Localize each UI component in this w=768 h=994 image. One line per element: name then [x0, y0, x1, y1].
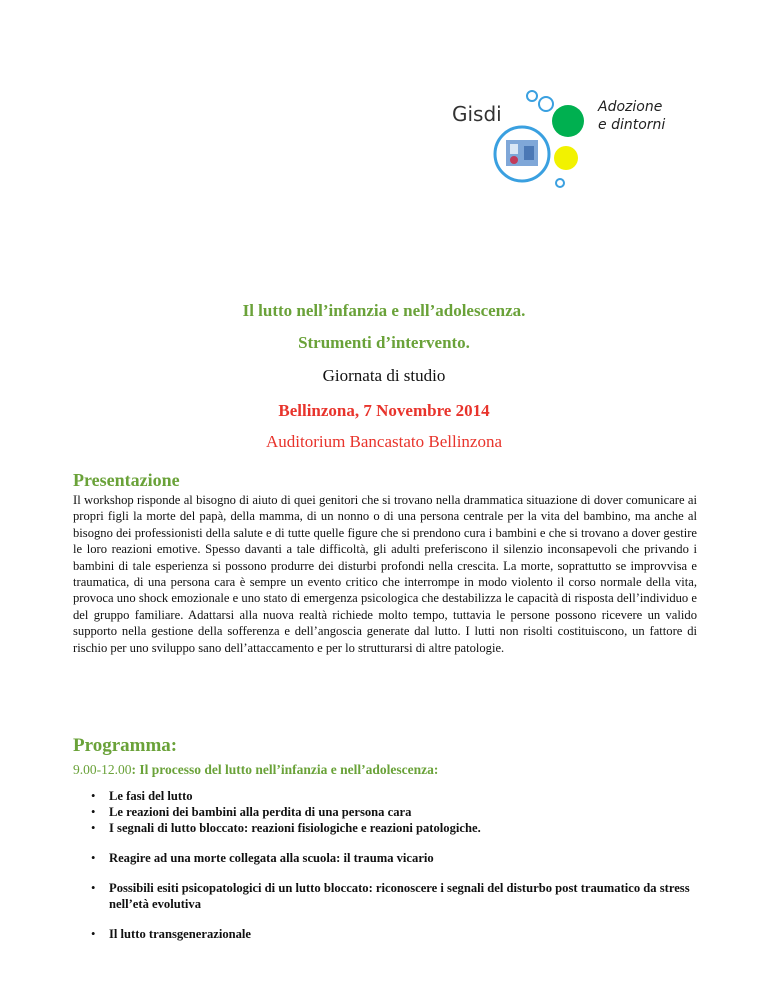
program-item: • Le reazioni dei bambini alla perdita di una persona cara [91, 804, 701, 820]
program-list [91, 788, 701, 942]
event-venue: Auditorium Bancastato Bellinzona [265, 432, 503, 451]
logo-name: Gisdi [452, 102, 502, 126]
program-item: • I segnali di lutto bloccato: reazioni fisiologiche e reazioni patologiche. [91, 820, 701, 836]
presentazione-heading: Presentazione [73, 470, 180, 490]
program-slot-title: : Il processo del lutto nell’infanzia e nell’adolescenza: [131, 762, 439, 777]
logo-tagline-line1: Adozione [598, 99, 663, 115]
program-item: • Il lutto transgenerazionale [91, 926, 701, 942]
logo-tagline [598, 98, 665, 134]
programma-heading: Programma: [73, 735, 178, 756]
event-date: Bellinzona, 7 Novembre 2014 [278, 401, 490, 420]
program-item: • Le fasi del lutto [91, 788, 701, 804]
program-item: • Possibili esiti psicopatologici di un lutto bloccato: riconoscere i segnali del disturbo post traumatico da stress nell’età evolutiva [91, 880, 701, 912]
program-slot-time: 9.00-12.00 [73, 762, 132, 777]
title-line1: Il lutto nell’infanzia e nell’adolescenza. [242, 301, 526, 320]
logo-tagline-line2: e dintorni [598, 117, 666, 133]
program-item: • Reagire ad una morte collegata alla scuola: il trauma vicario [91, 850, 701, 866]
event-subtitle: Giornata di studio [322, 366, 446, 385]
logo-circles-icon [484, 88, 614, 188]
gisdi-logo [448, 84, 708, 189]
program-slot [73, 762, 438, 778]
title-line2: Strumenti d’intervento. [298, 333, 470, 352]
presentazione-text: Il workshop risponde al bisogno di aiuto di quei genitori che si trovano nella drammatica situazione di dover comunicare ai propri figli la morte del papà, della mamma, di un nonno o di una persona centrale per la vita del bambino, ma anche al bisogno dei professionisti della salute e di tutte quelle figure che si prendono cura i bambini e che si trovano a dover gestire le loro reazioni emotive. Spesso davanti a tale difficoltà, gli adulti preferiscono il silenzio inconsapevoli che privando i bambini di tale esperienza si possono produrre dei disturbi profondi nella crescita. La morte, soprattutto se improvvisa e traumatica, di una persona cara è sempre un evento critico che interrompe in modo violento il corso normale della vita, provoca uno shock emozionale e uno stato di emergenza psicologica che destabilizza le capacità di risposta dell’individuo e del gruppo familiare. Adattarsi alla nuova realtà richiede molto tempo, tuttavia le persone possono ricevere un valido supporto nella gestione della sofferenza e dell’angoscia generate dal lutto. I lutti non risolti costituiscono, un fattore di rischio per uno sviluppo sano dell’attaccamento e per lo strutturarsi di altre patologie. [73, 493, 697, 655]
